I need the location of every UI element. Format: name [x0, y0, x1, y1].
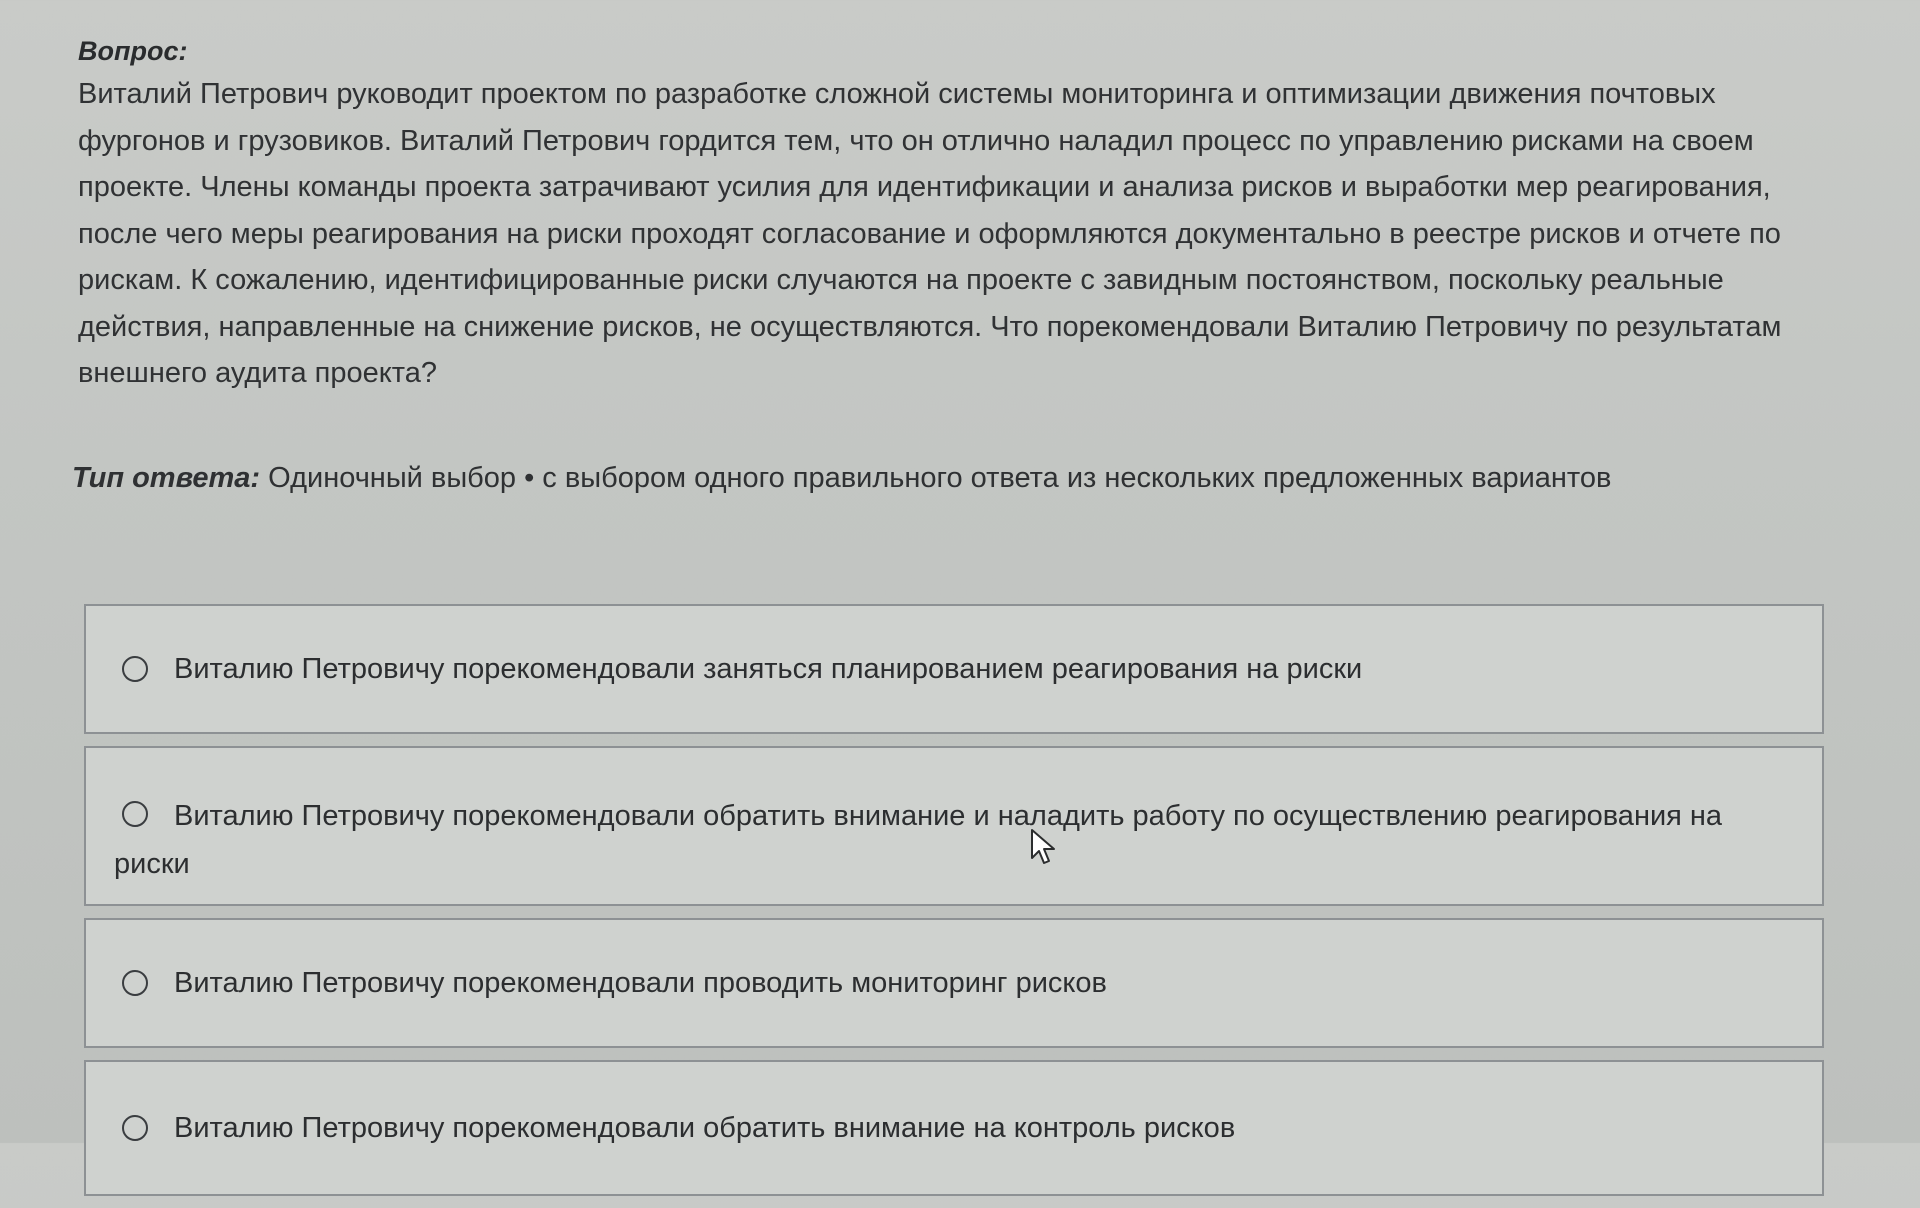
radio-button-icon[interactable] — [122, 1115, 148, 1141]
answer-options — [84, 604, 1824, 1208]
answer-option-label: Виталию Петровичу порекомендовали обратить внимание и наладить работу по осуществлению реагирования на риски — [114, 800, 1723, 880]
answer-option-1[interactable] — [84, 604, 1824, 734]
question-text: Виталий Петрович руководит проектом по разработке сложной системы мониторинга и оптимизации движения почтовых фургонов и грузовиков. Виталий Петрович гордится тем, что он отлично наладил процесс по управлению рисками на своем проекте. Члены команды проекта затрачивают усилия для идентификации и анализа рисков и выработки мер реагирования, после чего меры реагирования на риски проходят согласование и оформляются документально в реестре рисков и отчете по рискам. К сожалению, идентифицированные риски случаются на проекте с завидным постоянством, поскольку реальные действия, направленные на снижение рисков, не осуществляются. Что порекомендовали Виталию Петровичу по результатам внешнего аудита проекта? — [78, 78, 1782, 389]
answer-option-label: Виталию Петровичу порекомендовали заняться планированием реагирования на риски — [174, 652, 1363, 685]
question-label: Вопрос: — [78, 36, 188, 66]
radio-button-icon[interactable] — [122, 801, 148, 827]
answer-option-2[interactable] — [84, 746, 1824, 906]
answer-type — [72, 462, 1772, 495]
answer-option-label: Виталию Петровичу порекомендовали обратить внимание на контроль рисков — [174, 1111, 1236, 1144]
question-block — [78, 36, 1798, 397]
answer-type-value: Одиночный выбор • с выбором одного правильного ответа из нескольких предложенных вариантов — [268, 462, 1612, 494]
radio-button-icon[interactable] — [122, 656, 148, 682]
answer-option-3[interactable] — [84, 918, 1824, 1048]
radio-button-icon[interactable] — [122, 970, 148, 996]
answer-option-label: Виталию Петровичу порекомендовали проводить мониторинг рисков — [174, 966, 1107, 999]
answer-type-label: Тип ответа: — [72, 462, 261, 494]
mouse-pointer-icon — [1030, 828, 1056, 866]
answer-option-4[interactable] — [84, 1060, 1824, 1196]
